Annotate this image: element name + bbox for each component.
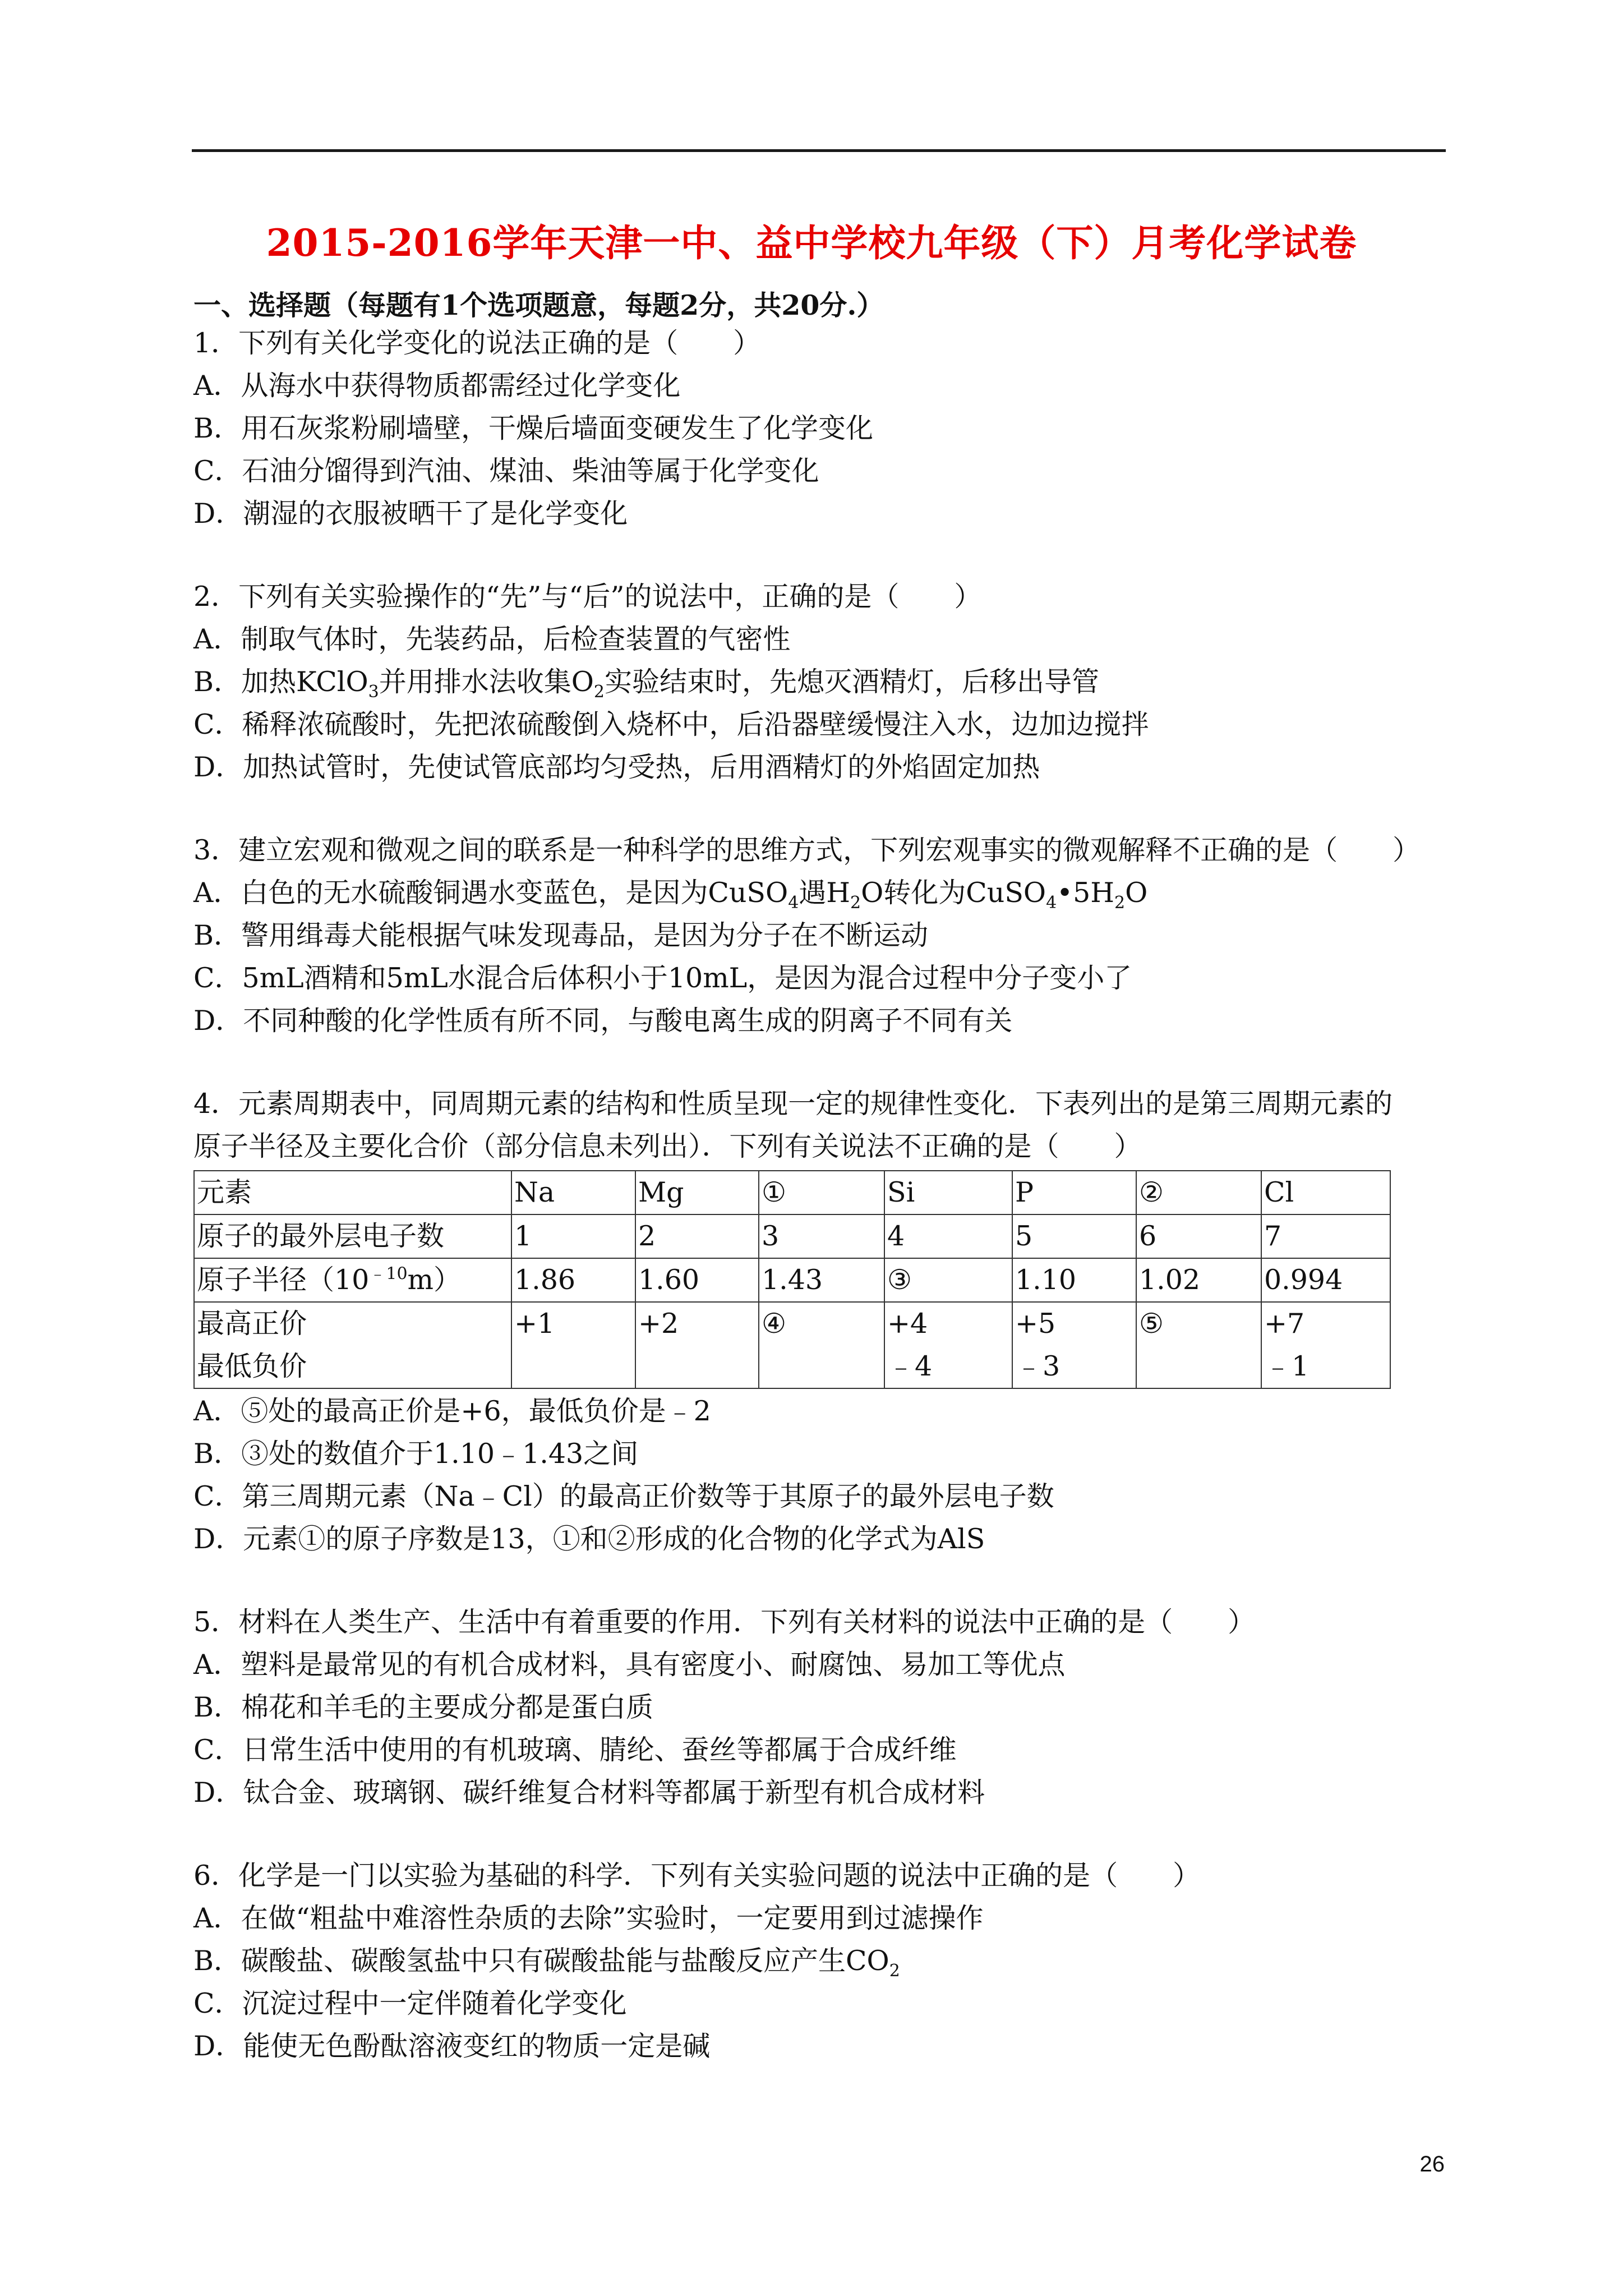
low-valence <box>762 1345 882 1388</box>
option-c: C．石油分馏得到汽油、煤油、柴油等属于化学变化 <box>193 455 819 487</box>
option-a: A．从海水中获得物质都需经过化学变化 <box>193 370 681 402</box>
option-d: D．加热试管时，先使试管底部均匀受热，后用酒精灯的外焰固定加热 <box>193 751 1040 783</box>
option-d: D．不同种酸的化学性质有所不同，与酸电离生成的阴离子不同有关 <box>193 1005 1013 1037</box>
table-cell: 1.02 <box>1136 1258 1261 1302</box>
option-a-text: O <box>1125 877 1148 909</box>
table-row <box>194 1302 1390 1388</box>
table-cell: ③ <box>884 1258 1012 1302</box>
question-3 <box>193 829 1444 1042</box>
subscript: 2 <box>850 892 861 913</box>
question-2 <box>193 576 1444 789</box>
subscript: 4 <box>788 892 799 913</box>
option-b-text: 并用排水法收集O <box>379 666 594 698</box>
table-cell <box>759 1302 884 1388</box>
option-d: D．潮湿的衣服被晒干了是化学变化 <box>193 498 628 530</box>
question-stem: 3．建立宏观和微观之间的联系是一种科学的思维方式，下列宏观事实的微观解释不正确的是（ ） <box>193 834 1421 866</box>
radius-label: 原子半径（10 <box>197 1264 370 1296</box>
option-a-text: •5H <box>1057 877 1114 909</box>
option-b <box>193 661 1444 703</box>
option-a: A．塑料是最常见的有机合成材料，具有密度小、耐腐蚀、易加工等优点 <box>193 1649 1066 1681</box>
low-valence: ﹣3 <box>1015 1350 1061 1382</box>
table-cell: 7 <box>1261 1214 1390 1258</box>
question-stem: 4．元素周期表中，同周期元素的结构和性质呈现一定的规律性变化．下表列出的是第三周期元素的 <box>193 1088 1393 1120</box>
question-5 <box>193 1601 1444 1814</box>
table-cell: ① <box>759 1171 884 1214</box>
high-valence: ④ <box>762 1308 786 1340</box>
option-b-text: B．碳酸盐、碳酸氢盐中只有碳酸盐能与盐酸反应产生CO <box>193 1945 889 1977</box>
option-a-text: 遇H <box>799 877 851 909</box>
page-number: 26 <box>1419 2152 1445 2177</box>
table-row <box>194 1171 1390 1214</box>
valence-label: 最低负价 <box>197 1350 307 1382</box>
table-cell: 1.10 <box>1012 1258 1136 1302</box>
table-cell: ② <box>1136 1171 1261 1214</box>
option-b: B．棉花和羊毛的主要成分都是蛋白质 <box>193 1691 654 1723</box>
questions-container <box>193 322 1444 2068</box>
option-a-text: A．白色的无水硫酸铜遇水变蓝色，是因为CuSO <box>193 877 789 909</box>
table-cell <box>194 1302 511 1388</box>
table-cell <box>884 1302 1012 1388</box>
low-valence: ﹣1 <box>1264 1350 1310 1382</box>
table-row <box>194 1214 1390 1258</box>
table-cell: 元素 <box>194 1171 511 1214</box>
question-stem: 2．下列有关实验操作的“先”与“后”的说法中，正确的是（ ） <box>193 581 982 613</box>
table-cell: 5 <box>1012 1214 1136 1258</box>
option-c: C．5mL酒精和5mL水混合后体积小于10mL，是因为混合过程中分子变小了 <box>193 962 1132 994</box>
option-b: B．警用缉毒犬能根据气味发现毒品，是因为分子在不断运动 <box>193 919 929 951</box>
table-cell: Si <box>884 1171 1012 1214</box>
table-cell: 原子的最外层电子数 <box>194 1214 511 1258</box>
high-valence: +7 <box>1264 1308 1305 1340</box>
header-rule <box>192 149 1446 152</box>
option-d: D．钛合金、玻璃钢、碳纤维复合材料等都属于新型有机合成材料 <box>193 1777 985 1809</box>
table-cell: 1.60 <box>635 1258 759 1302</box>
option-a: A．在做“粗盐中难溶性杂质的去除”实验时，一定要用到过滤操作 <box>193 1902 984 1934</box>
high-valence: ⑤ <box>1139 1308 1164 1340</box>
table-cell: 2 <box>635 1214 759 1258</box>
option-b: B．用石灰浆粉刷墙壁，干燥后墙面变硬发生了化学变化 <box>193 412 874 444</box>
option-c: C．日常生活中使用的有机玻璃、腈纶、蚕丝等都属于合成纤维 <box>193 1734 957 1766</box>
option-b-text: 实验结束时，先熄灭酒精灯，后移出导管 <box>605 666 1100 698</box>
table-cell: P <box>1012 1171 1136 1214</box>
table-cell: Cl <box>1261 1171 1390 1214</box>
high-valence: +4 <box>887 1308 928 1340</box>
table-cell: 1.86 <box>511 1258 635 1302</box>
option-a <box>193 872 1444 914</box>
table-cell <box>1136 1302 1261 1388</box>
table-cell <box>1261 1302 1390 1388</box>
table-cell: 4 <box>884 1214 1012 1258</box>
option-d: D．能使无色酚酞溶液变红的物质一定是碱 <box>193 2030 711 2062</box>
option-d: D．元素①的原子序数是13，①和②形成的化合物的化学式为AlS <box>193 1523 985 1555</box>
page-title: 2015-2016学年天津一中、益中学校九年级（下）月考化学试卷 <box>266 221 1357 265</box>
table-cell: 6 <box>1136 1214 1261 1258</box>
option-b-text: B．加热KClO <box>193 666 368 698</box>
table-cell: 3 <box>759 1214 884 1258</box>
question-4 <box>193 1083 1444 1561</box>
table-cell <box>635 1302 759 1388</box>
table-cell: Na <box>511 1171 635 1214</box>
question-stem: 1．下列有关化学变化的说法正确的是（ ） <box>193 327 761 359</box>
question-stem: 原子半径及主要化合价（部分信息未列出）．下列有关说法不正确的是（ ） <box>193 1130 1142 1162</box>
option-a: A．⑤处的最高正价是+6，最低负价是﹣2 <box>193 1395 711 1427</box>
question-stem: 5．材料在人类生产、生活中有着重要的作用．下列有关材料的说法中正确的是（ ） <box>193 1606 1256 1638</box>
question-stem: 6．化学是一门以实验为基础的科学．下列有关实验问题的说法中正确的是（ ） <box>193 1860 1201 1892</box>
option-c: C．沉淀过程中一定伴随着化学变化 <box>193 1987 627 2019</box>
table-cell: 1 <box>511 1214 635 1258</box>
section-heading: 一、选择题（每题有1个选项题意，每题2分，共20分.） <box>193 289 884 321</box>
subscript: 2 <box>593 682 605 702</box>
subscript: 2 <box>1114 892 1126 913</box>
option-a-text: O转化为CuSO <box>861 877 1046 909</box>
option-b: B．③处的数值介于1.10﹣1.43之间 <box>193 1438 639 1470</box>
table-cell <box>194 1258 511 1302</box>
valence-label: 最高正价 <box>197 1308 307 1340</box>
high-valence: +2 <box>638 1308 679 1340</box>
low-valence <box>638 1345 756 1388</box>
subscript: 3 <box>368 682 379 702</box>
high-valence: +5 <box>1015 1308 1056 1340</box>
option-b <box>193 1940 1444 1982</box>
option-a: A．制取气体时，先装药品，后检查装置的气密性 <box>193 623 791 655</box>
radius-label: m） <box>407 1264 462 1296</box>
subscript: 2 <box>889 1961 900 1981</box>
option-c: C．第三周期元素（Na﹣Cl）的最高正价数等于其原子的最外层电子数 <box>193 1480 1054 1512</box>
element-table <box>193 1170 1391 1389</box>
question-1 <box>193 322 1444 535</box>
low-valence <box>1139 1345 1258 1388</box>
high-valence: +1 <box>514 1308 555 1340</box>
low-valence: ﹣4 <box>887 1350 933 1382</box>
table-row <box>194 1258 1390 1302</box>
low-valence <box>514 1345 633 1388</box>
table-cell <box>1012 1302 1136 1388</box>
table-cell: 1.43 <box>759 1258 884 1302</box>
subscript: 4 <box>1046 892 1057 913</box>
table-cell <box>511 1302 635 1388</box>
question-6 <box>193 1855 1444 2068</box>
superscript: ﹣10 <box>369 1264 408 1284</box>
table-cell: 0.994 <box>1261 1258 1390 1302</box>
table-cell: Mg <box>635 1171 759 1214</box>
option-c: C．稀释浓硫酸时，先把浓硫酸倒入烧杯中，后沿器壁缓慢注入水，边加边搅拌 <box>193 708 1149 740</box>
